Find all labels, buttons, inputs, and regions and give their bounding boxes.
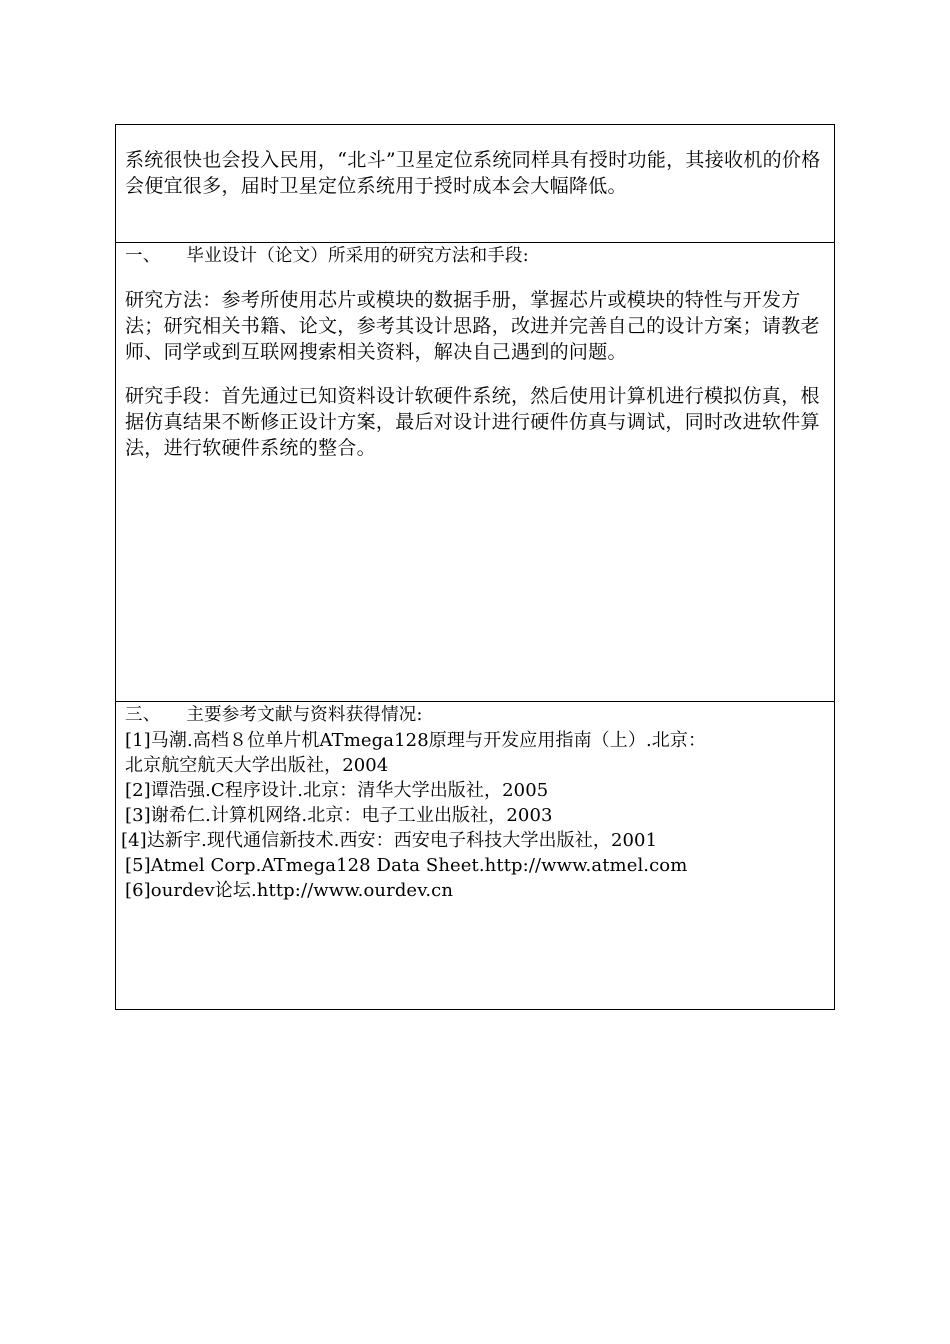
reference-item: [3]谢希仁.计算机网络.北京：电子工业出版社，2003 [125,805,553,826]
reference-item: 北京航空航天大学出版社，2004 [125,755,389,776]
methods-heading-text: 毕业设计（论文）所采用的研究方法和手段: [186,246,529,266]
reference-item: [4]达新宇.现代通信新技术.西安：西安电子科技大学出版社，2001 [121,830,658,851]
reference-item: [1]马潮.高档８位单片机ATmega128原理与开发应用指南（上）.北京： [125,730,707,751]
methods-heading [125,243,825,269]
references-section [116,701,834,1009]
references-heading [125,702,825,728]
methods-section [116,242,834,701]
reference-item: [5]Atmel Corp.ATmega128 Data Sheet.http://www.atmel.com [125,855,688,876]
background-section [116,125,834,242]
research-means-paragraph: 研究手段：首先通过已知资料设计软硬件系统，然后使用计算机进行模拟仿真，根据仿真结果不断修正设计方案，最后对设计进行硬件仿真与调试，同时改进软件算法，进行软硬件系统的整合。 [125,385,820,459]
references-heading-number: 三、 [125,705,161,725]
reference-item: [6]ourdev论坛.http://www.ourdev.cn [125,880,454,901]
methods-heading-number: 一、 [125,246,161,266]
references-heading-text: 主要参考文献与资料获得情况: [186,705,423,725]
background-text: 系统很快也会投入民用，“北斗”卫星定位系统同样具有授时功能，其接收机的价格会便宜很多，届时卫星定位系统用于授时成本会大幅降低。 [125,149,821,197]
research-method-paragraph: 研究方法：参考所使用芯片或模块的数据手册，掌握芯片或模块的特性与开发方法；研究相关书籍、论文，参考其设计思路，改进并完善自己的设计方案；请教老师、同学或到互联网搜索相关资料，解决自己遇到的问题。 [125,289,820,363]
reference-item: [2]谭浩强.C程序设计.北京：清华大学出版社，2005 [125,780,549,801]
form-table [115,124,835,1010]
